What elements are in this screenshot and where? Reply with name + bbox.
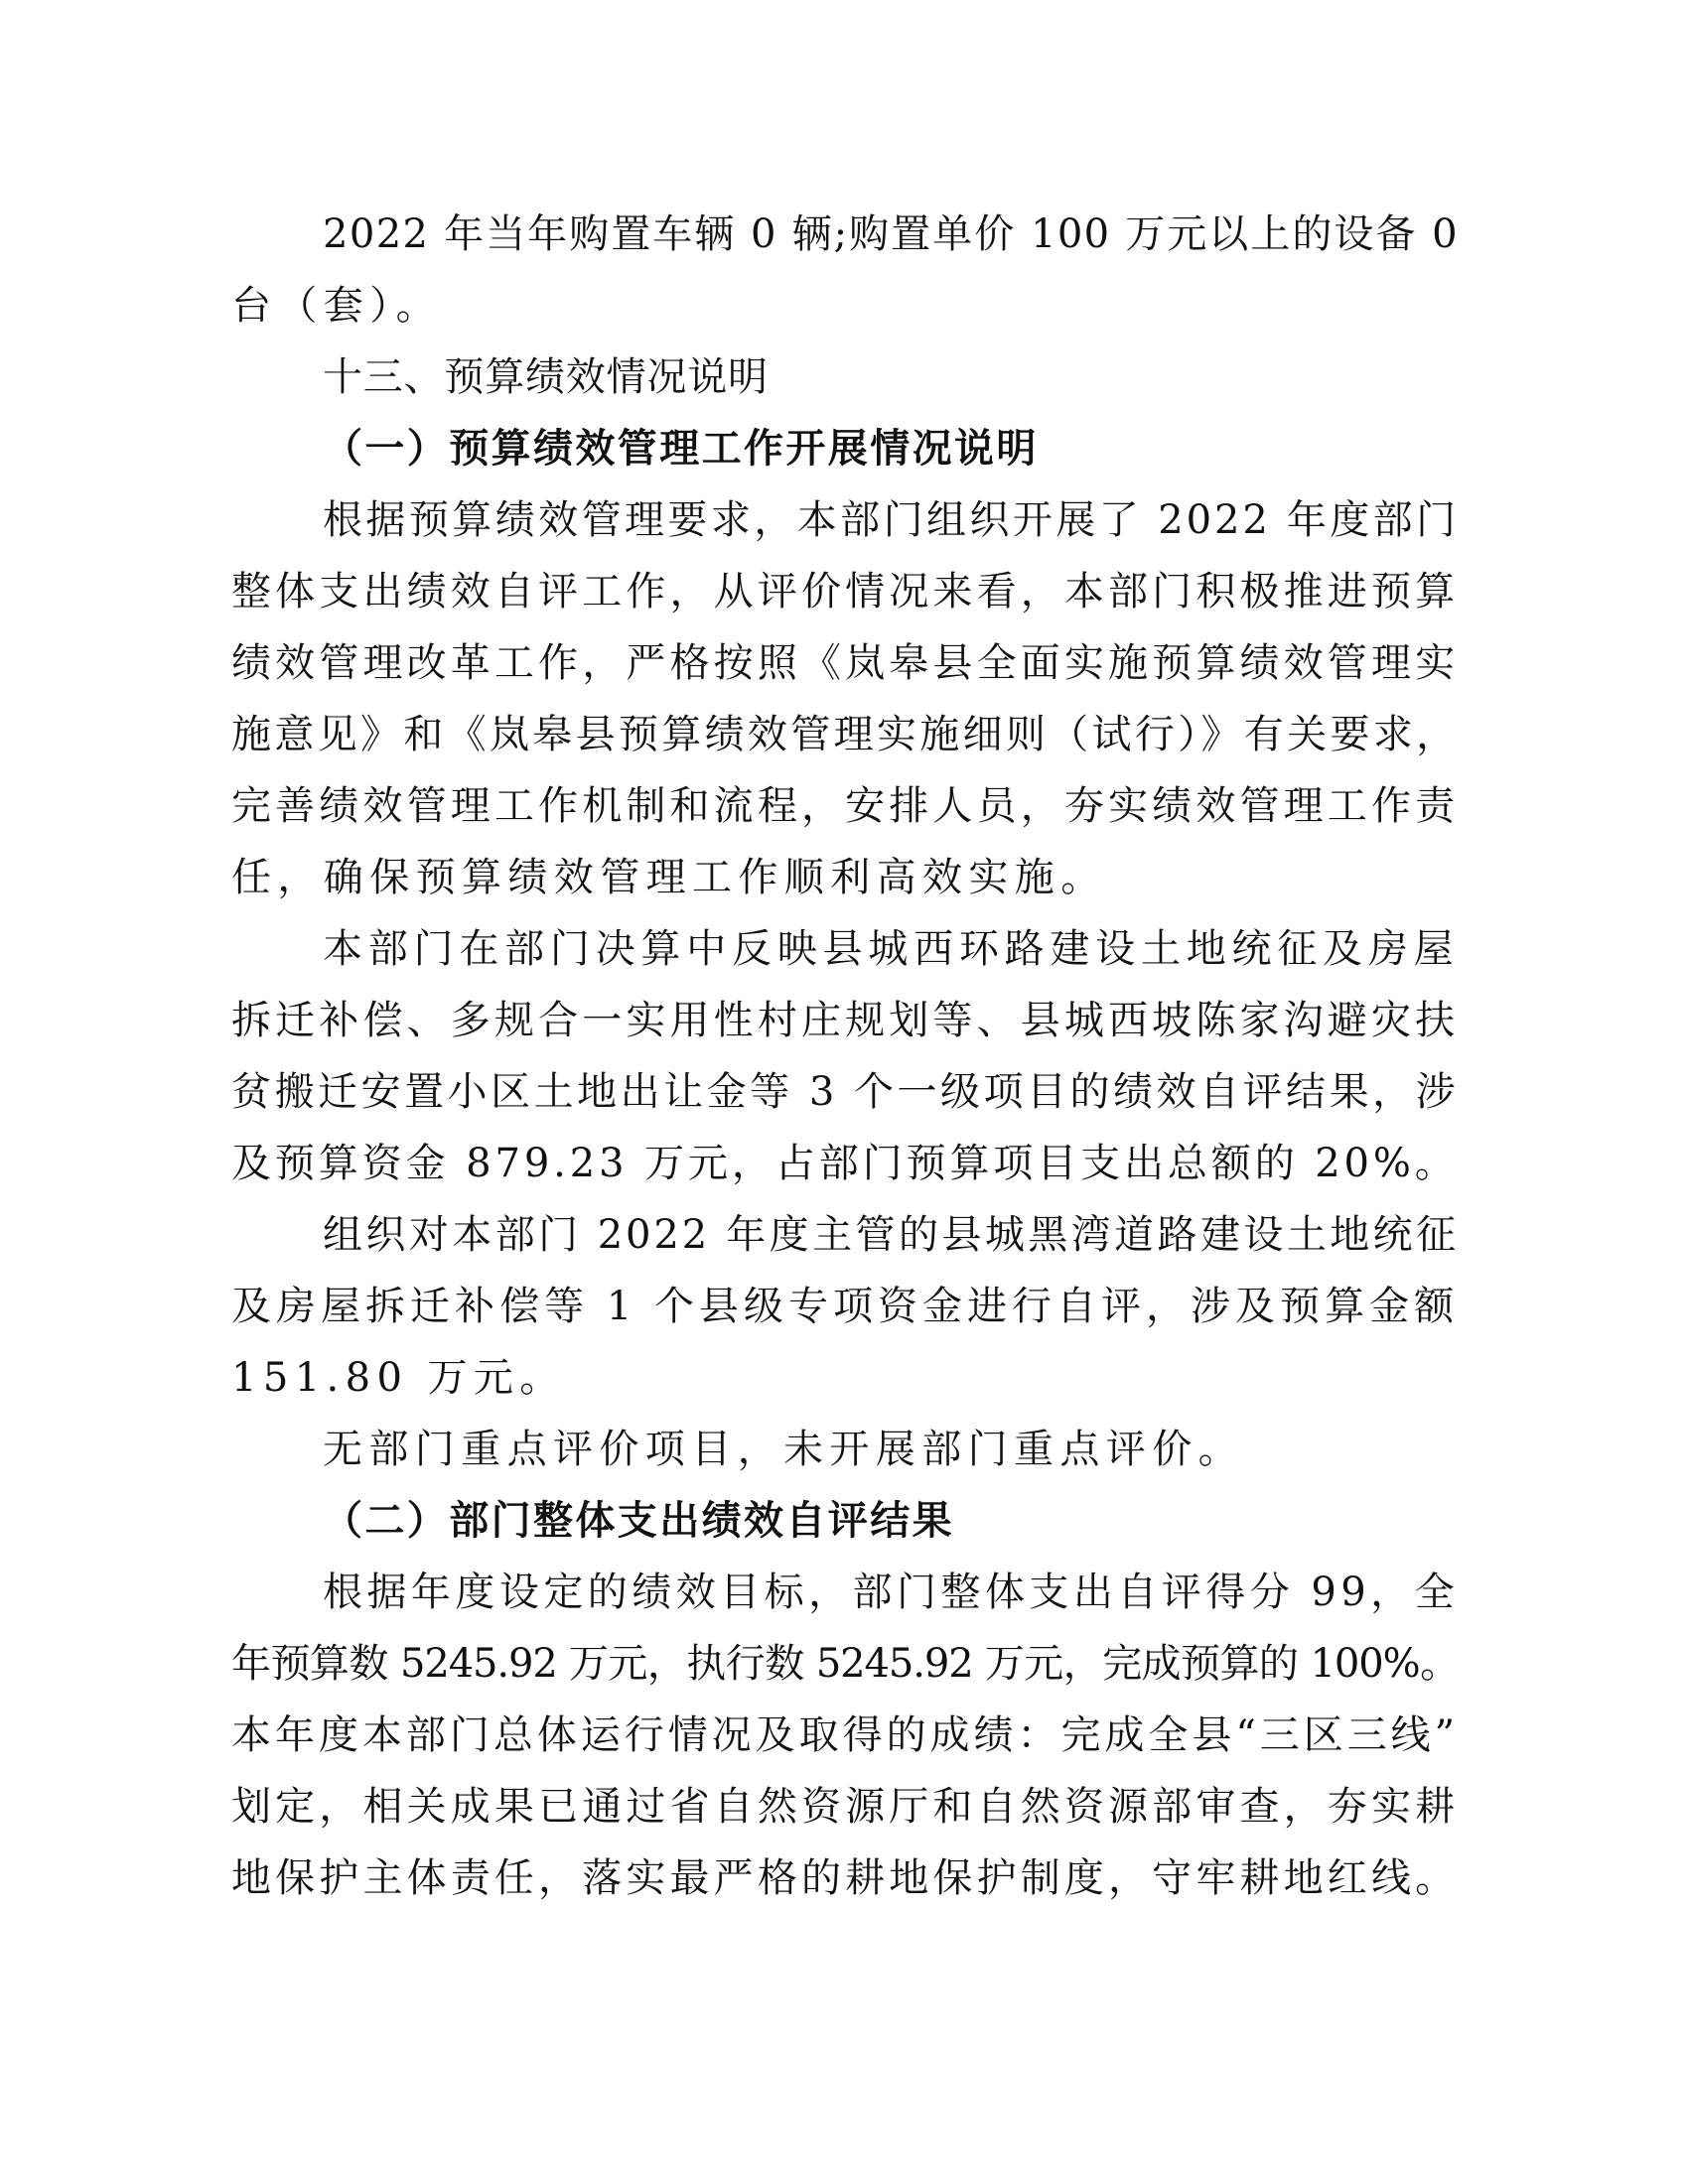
paragraph-line: 贫搬迁安置小区土地出让金等 3 个一级项目的绩效自评结果，涉 <box>231 1069 1459 1115</box>
paragraph-line: 施意见》和《岚皋县预算绩效管理实施细则（试行）》有关要求， <box>231 712 1459 757</box>
paragraph-line: 整体支出绩效自评工作，从评价情况来看，本部门积极推进预算 <box>231 569 1459 614</box>
paragraph-line: 及预算资金 879.23 万元，占部门预算项目支出总额的 20%。 <box>231 1141 1459 1186</box>
paragraph-line: 本部门在部门决算中反映县城西环路建设土地统征及房屋 <box>323 926 1459 972</box>
paragraph-line: 完善绩效管理工作机制和流程，安排人员，夯实绩效管理工作责 <box>231 783 1459 829</box>
subsection-heading: （一）预算绩效管理工作开展情况说明 <box>323 425 1039 472</box>
paragraph-line: 划定，相关成果已通过省自然资源厅和自然资源部审查，夯实耕 <box>231 1784 1459 1830</box>
paragraph-line: 151.80 万元。 <box>231 1355 566 1401</box>
paragraph-line: 绩效管理改革工作，严格按照《岚皋县全面实施预算绩效管理实 <box>231 640 1459 686</box>
paragraph-line: 无部门重点评价项目，未开展部门重点评价。 <box>323 1427 1244 1472</box>
paragraph-line: 根据年度设定的绩效目标，部门整体支出自评得分 99，全 <box>323 1570 1459 1615</box>
paragraph-line: 拆迁补偿、多规合一实用性村庄规划等、县城西坡陈家沟避灾扶 <box>231 998 1459 1043</box>
paragraph-line: 任，确保预算绩效管理工作顺利高效实施。 <box>231 855 1107 900</box>
paragraph-line: 组织对本部门 2022 年度主管的县城黑湾道路建设土地统征 <box>323 1212 1459 1258</box>
subsection-heading: （二）部门整体支出绩效自评结果 <box>323 1497 954 1544</box>
paragraph-line: 2022 年当年购置车辆 0 辆;购置单价 100 万元以上的设备 0 <box>323 211 1459 257</box>
paragraph-line: 本年度本部门总体运行情况及取得的成绩：完成全县“三区三线” <box>231 1712 1459 1758</box>
section-heading: 十三、预算绩效情况说明 <box>323 354 769 400</box>
paragraph-line: 根据预算绩效管理要求，本部门组织开展了 2022 年度部门 <box>323 497 1459 543</box>
paragraph-line: 年预算数 5245.92 万元，执行数 5245.92 万元，完成预算的 100%。 <box>231 1641 1459 1687</box>
document-body <box>231 199 1459 1914</box>
paragraph-line: 台（套）。 <box>231 283 442 329</box>
paragraph-line: 及房屋拆迁补偿等 1 个县级专项资金进行自评，涉及预算金额 <box>231 1284 1459 1329</box>
paragraph-line: 地保护主体责任，落实最严格的耕地保护制度，守牢耕地红线。 <box>231 1855 1459 1901</box>
